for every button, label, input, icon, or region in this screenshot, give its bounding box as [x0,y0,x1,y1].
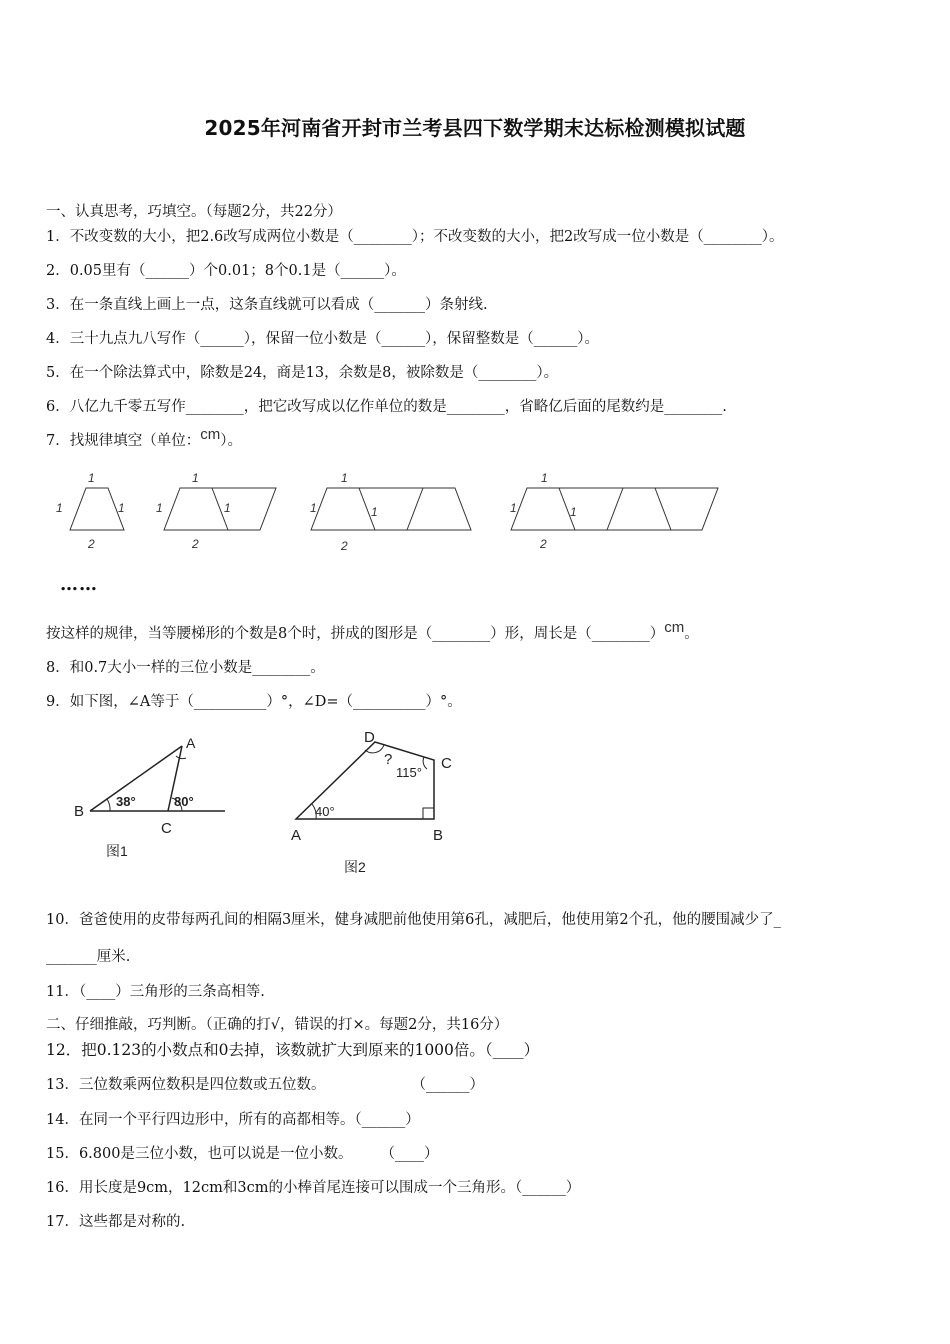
fig7-label-bottom-3: 2 [341,539,348,553]
question-15-text: 15．6.800是三位小数，也可以说是一位小数。 [46,1146,353,1162]
fig2-label-b: B [433,827,444,844]
page-title: 2025年河南省开封市兰考县四下数学期末达标检测模拟试题 [204,116,746,140]
fig2-unknown: ? [384,751,393,768]
angle-figures [60,724,480,884]
trapezoid-1 [70,488,124,530]
question-7-followup [46,619,699,644]
fig7-label-side-8: 1 [570,505,577,519]
fig7-label-bottom-2: 2 [192,537,199,551]
section-2-heading: 二、仔细推敲，巧判断。（正确的打√，错误的打×。每题2分，共16分） [46,1017,509,1033]
trapezoid-3 [311,488,471,530]
question-3: 3．在一条直线上画上一点，这条直线就可以看成（_______）条射线. [46,297,488,313]
question-14: 14．在同一个平行四边形中，所有的高都相等。（______） [46,1112,420,1128]
fig1-label-b: B [74,803,85,820]
fig7-label-side-5: 1 [310,501,317,515]
fig7-label-side-4: 1 [224,501,231,515]
question-7-text: 7．找规律填空（单位： [46,433,201,449]
fig7-label-bottom-4: 2 [540,537,547,551]
fig1-caption: 图1 [106,843,128,859]
quadrilateral-figure-2 [291,729,452,875]
fig2-label-d: D [364,729,375,746]
fig2-label-a: A [291,827,302,844]
fig7-label-side-1: 1 [56,501,63,515]
fig7-label-side-7: 1 [510,501,517,515]
triangle-figure-1 [74,735,225,859]
unit-cm-2: cm [664,619,685,636]
question-6: 6．八亿九千零五写作________，把它改写成以亿作单位的数是________，省略亿后面的尾数约是________. [46,399,727,415]
continuation-dots: …… [60,574,98,595]
fig7-label-bottom-1: 2 [88,537,95,551]
question-8: 8．和0.7大小一样的三位小数是________。 [46,660,325,676]
question-10-cont: _______厘米. [46,949,131,965]
question-13-text: 13．三位数乘两位数积是四位数或五位数。 [46,1077,326,1093]
fig2-caption: 图2 [344,859,366,875]
question-5: 5．在一个除法算式中，除数是24，商是13，余数是8，被除数是（________）。 [46,365,559,381]
question-10: 10．爸爸使用的皮带每两孔间的相隔3厘米，健身减肥前他使用第6孔，减肥后，他使用第2个孔，他的腰围减少了_ [46,912,781,928]
fig2-angle-a: 40° [315,804,335,819]
question-1: 1．不改变数的大小，把2.6改写成两位小数是（________）；不改变数的大小，把2改写成一位小数是（________）。 [46,229,784,245]
question-13 [46,1075,484,1095]
fig7-label-side-3: 1 [156,501,163,515]
fig7-label-top-4: 1 [541,471,548,485]
fig1-angle-c: 80° [174,794,194,809]
fig2-label-c: C [441,755,452,772]
fig2-angle-c: 115° [396,765,422,780]
question-9: 9．如下图，∠A等于（__________）°，∠D=（__________）°。 [46,694,462,710]
question-12: 12．把0.123的小数点和0去掉，该数就扩大到原来的1000倍。（____） [46,1041,540,1059]
fig7-label-side-2: 1 [118,501,125,515]
fig1-label-c: C [161,820,172,837]
question-7b-end: 。 [684,626,699,642]
fig1-label-a: A [186,735,196,751]
unit-cm: cm [200,426,221,443]
fig7-label-top-1: 1 [88,471,95,485]
question-7b-text: 按这样的规律，当等腰梯形的个数是8个时，拼成的图形是（________）形，周长是（________） [46,626,665,642]
trapezoid-pattern-figure [48,466,738,566]
question-16: 16．用长度是9cm，12cm和3cm的小棒首尾连接可以围成一个三角形。（______） [46,1180,581,1196]
question-11: 11．（____）三角形的三条高相等. [46,984,265,1000]
section-1-heading: 一、认真思考，巧填空。（每题2分，共22分） [46,204,342,220]
question-15 [46,1144,438,1164]
fig7-label-top-3: 1 [341,471,348,485]
question-17: 17．这些都是对称的. [46,1214,186,1230]
fig7-label-top-2: 1 [192,471,199,485]
question-4: 4．三十九点九八写作（______），保留一位小数是（______），保留整数是（______）。 [46,331,599,347]
question-2: 2．0.05里有（______）个0.01；8个0.1是（______）。 [46,263,406,279]
question-7 [46,426,242,451]
fig7-label-side-6: 1 [371,505,378,519]
question-13-blank: （______） [411,1077,484,1093]
question-7-end: ）。 [220,433,242,449]
fig1-angle-b: 38° [116,794,136,809]
question-15-blank: （____） [380,1146,439,1162]
